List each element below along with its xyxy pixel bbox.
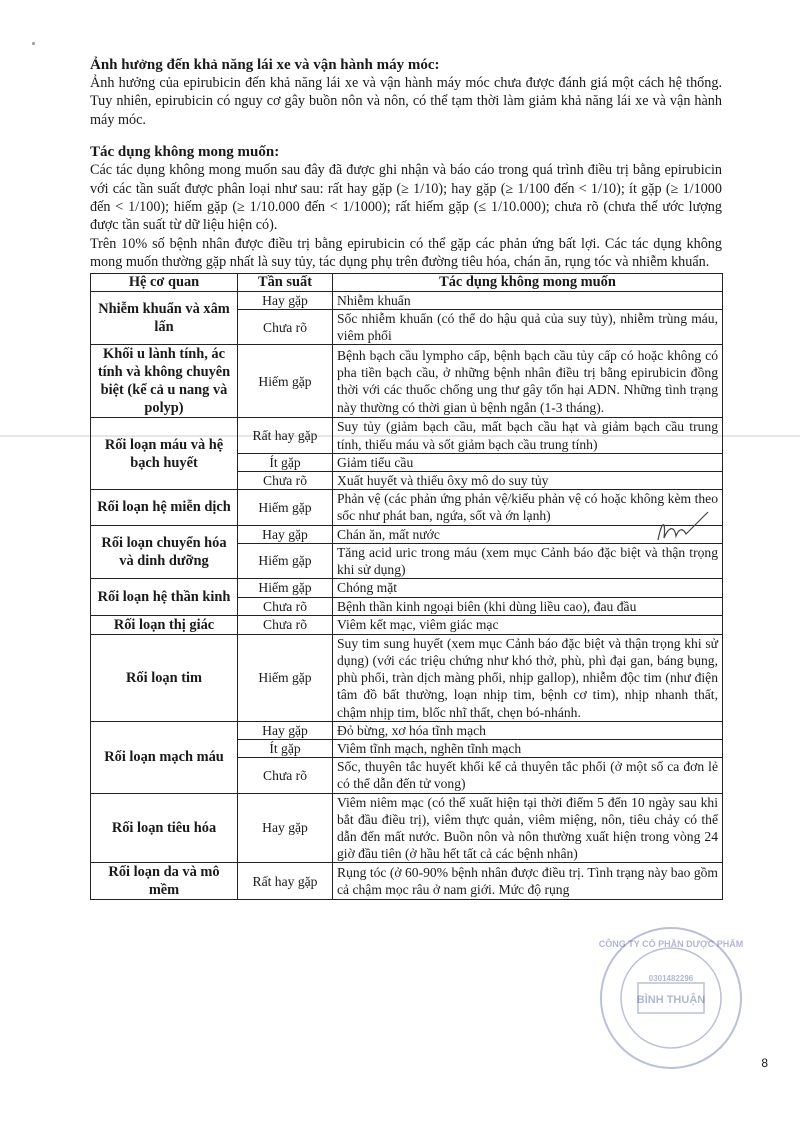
document-page [90,56,722,900]
scan-speck [32,42,35,45]
organ-cell: Rối loạn tim [91,634,238,721]
table-row [91,579,723,597]
frequency-cell: Chưa rõ [238,615,333,634]
frequency-cell: Hay gặp [238,525,333,543]
frequency-cell: Hay gặp [238,291,333,309]
frequency-cell: Chưa rõ [238,758,333,793]
effect-cell: Phản vệ (các phản ứng phản vệ/kiểu phản vệ có hoặc không kèm theo sốc như phát ban, ngứa, sốt và ớn lạnh) [333,490,723,525]
effect-cell: Nhiễm khuẩn [333,291,723,309]
company-stamp [598,925,744,1071]
header-effect: Tác dụng không mong muốn [333,273,723,291]
effect-cell: Viêm niêm mạc (có thể xuất hiện tại thời điểm 5 đến 10 ngày sau khi bắt đầu điều trị), viêm thực quản, viêm miệng, nôn, tiêu chảy có thể dẫn đến mất nước. Buồn nôn và nôn thường xuất hiện trong vòng 24 giờ đầu tiên (ở hầu hết tất cả các bệnh nhân) [333,793,723,863]
frequency-cell: Hiếm gặp [238,543,333,578]
effect-cell: Rụng tóc (ở 60-90% bệnh nhân được điều trị. Tình trạng này bao gồm cả chậm mọc râu ở nam giới. Mức độ rụng [333,863,723,900]
frequency-cell: Chưa rõ [238,597,333,615]
header-frequency: Tần suất [238,273,333,291]
organ-cell: Nhiễm khuẩn và xâm lấn [91,291,238,345]
effect-cell: Suy tim sung huyết (xem mục Cảnh báo đặc biệt và thận trọng khi sử dụng) (với các triệu chứng như khó thở, phù, phì đại gan, báng bụng, phù phổi, tràn dịch màng phổi, nhịp gallop), nhiễm độc tim (như điện tâm đồ bất thường, loạn nhịp tim, bệnh cơ tim), nhịp nhanh thất, chậm nhịp tim, blốc nhĩ thất, chẹn bó-nhánh. [333,634,723,721]
stamp-name: BÌNH THUẬN [636,994,706,1006]
effect-cell: Viêm tĩnh mạch, nghẽn tĩnh mạch [333,739,723,757]
frequency-cell: Hiếm gặp [238,634,333,721]
frequency-cell: Ít gặp [238,453,333,471]
table-row [91,634,723,721]
header-organ: Hệ cơ quan [91,273,238,291]
effect-cell: Suy tủy (giảm bạch cầu, mất bạch cầu hạt và giảm bạch cầu trung tính, thiếu máu và sốt giảm bạch cầu trung tính) [333,418,723,453]
effect-cell: Giảm tiểu cầu [333,453,723,471]
handwritten-signature [652,510,712,550]
adverse-paragraph-1: Các tác dụng không mong muốn sau đây đã được ghi nhận và báo cáo trong quá trình điều trị bằng epirubicin với các tần suất được phân loại như sau: rất hay gặp (≥ 1/10); hay gặp (≥ 1/100 đến < 1/10); ít gặp (≥ 1/1000 đến < 1/100); hiếm gặp (≥ 1/10.000 đến < 1/1000); rất hiếm gặp (≤ 1/10.000); chưa rõ (chưa thể ước lượng được tần suất từ dữ liệu hiện có). [90,162,722,234]
adverse-heading: Tác dụng không mong muốn: [90,144,280,161]
frequency-cell: Rất hay gặp [238,863,333,900]
adverse-paragraph-2: Trên 10% số bệnh nhân được điều trị bằng epirubicin có thể gặp các phản ứng bất lợi. Các tác dụng không mong muốn thường gặp nhất là suy tủy, tác dụng phụ trên đường tiêu hóa, chán ăn, rụng tóc và nhiễm khuẩn. [90,235,722,271]
effect-cell: Xuất huyết và thiếu ôxy mô do suy tủy [333,472,723,490]
frequency-cell: Hay gặp [238,793,333,863]
table-row [91,345,723,418]
effect-cell: Đỏ bừng, xơ hóa tĩnh mạch [333,721,723,739]
table-header-row [91,273,723,291]
organ-cell: Rối loạn thị giác [91,615,238,634]
organ-cell: Rối loạn mạch máu [91,721,238,793]
effect-cell: Chóng mặt [333,579,723,597]
driving-paragraph: Ảnh hưởng của epirubicin đến khả năng lái xe và vận hành máy móc chưa được đánh giá một cách hệ thống. Tuy nhiên, epirubicin có nguy cơ gây buồn nôn và nôn, có thể tạm thời làm giảm khả năng lái xe và vận hành máy móc. [90,75,722,128]
stamp-text: CÔNG TY CỔ PHẦN DƯỢC PHẨM [598,939,744,949]
table-row [91,793,723,863]
frequency-cell: Hiếm gặp [238,579,333,597]
frequency-cell: Rất hay gặp [238,418,333,453]
frequency-cell: Hiếm gặp [238,345,333,418]
frequency-cell: Hay gặp [238,721,333,739]
organ-cell: Rối loạn tiêu hóa [91,793,238,863]
table-row [91,525,723,543]
table-row [91,291,723,309]
driving-heading: Ảnh hưởng đến khả năng lái xe và vận hành máy móc: [90,57,440,73]
table-row [91,721,723,739]
organ-cell: Rối loạn hệ thần kinh [91,579,238,615]
effect-cell: Sốc nhiễm khuẩn (có thể do hậu quả của suy tủy), nhiễm trùng máu, viêm phổi [333,310,723,345]
table-row [91,418,723,453]
effect-cell: Bệnh bạch cầu lympho cấp, bệnh bạch cầu tủy cấp có hoặc không có pha tiền bạch cầu, ở những bệnh nhân điều trị bằng epirubicin đồng thời với các thuốc chống ung thư gây tổn hại ADN. Những tình trạng này thường có thời gian ủ bệnh ngắn (1-3 tháng). [333,345,723,418]
frequency-cell: Chưa rõ [238,472,333,490]
adverse-effects-table [90,273,723,901]
table-row [91,615,723,634]
organ-cell: Rối loạn hệ miễn dịch [91,490,238,525]
effect-cell: Bệnh thần kinh ngoại biên (khi dùng liều cao), đau đầu [333,597,723,615]
organ-cell: Rối loạn da và mô mềm [91,863,238,900]
organ-cell: Rối loạn máu và hệ bạch huyết [91,418,238,490]
organ-cell: Rối loạn chuyển hóa và dinh dưỡng [91,525,238,579]
table-row [91,490,723,525]
page-number: 8 [761,1056,768,1070]
table-row [91,863,723,900]
effect-cell: Sốc, thuyên tắc huyết khối kể cả thuyên tắc phổi (ở một số ca đơn lẻ có thể dẫn đến tử vong) [333,758,723,793]
frequency-cell: Chưa rõ [238,310,333,345]
organ-cell: Khối u lành tính, ác tính và không chuyên biệt (kể cả u nang và polyp) [91,345,238,418]
frequency-cell: Ít gặp [238,739,333,757]
stamp-number: 0301482296 [648,974,694,983]
effect-cell: Viêm kết mạc, viêm giác mạc [333,615,723,634]
frequency-cell: Hiếm gặp [238,490,333,525]
effect-cell: Chán ăn, mất nước [333,525,723,543]
effect-cell: Tăng acid uric trong máu (xem mục Cảnh báo đặc biệt và thận trọng khi sử dụng) [333,543,723,578]
